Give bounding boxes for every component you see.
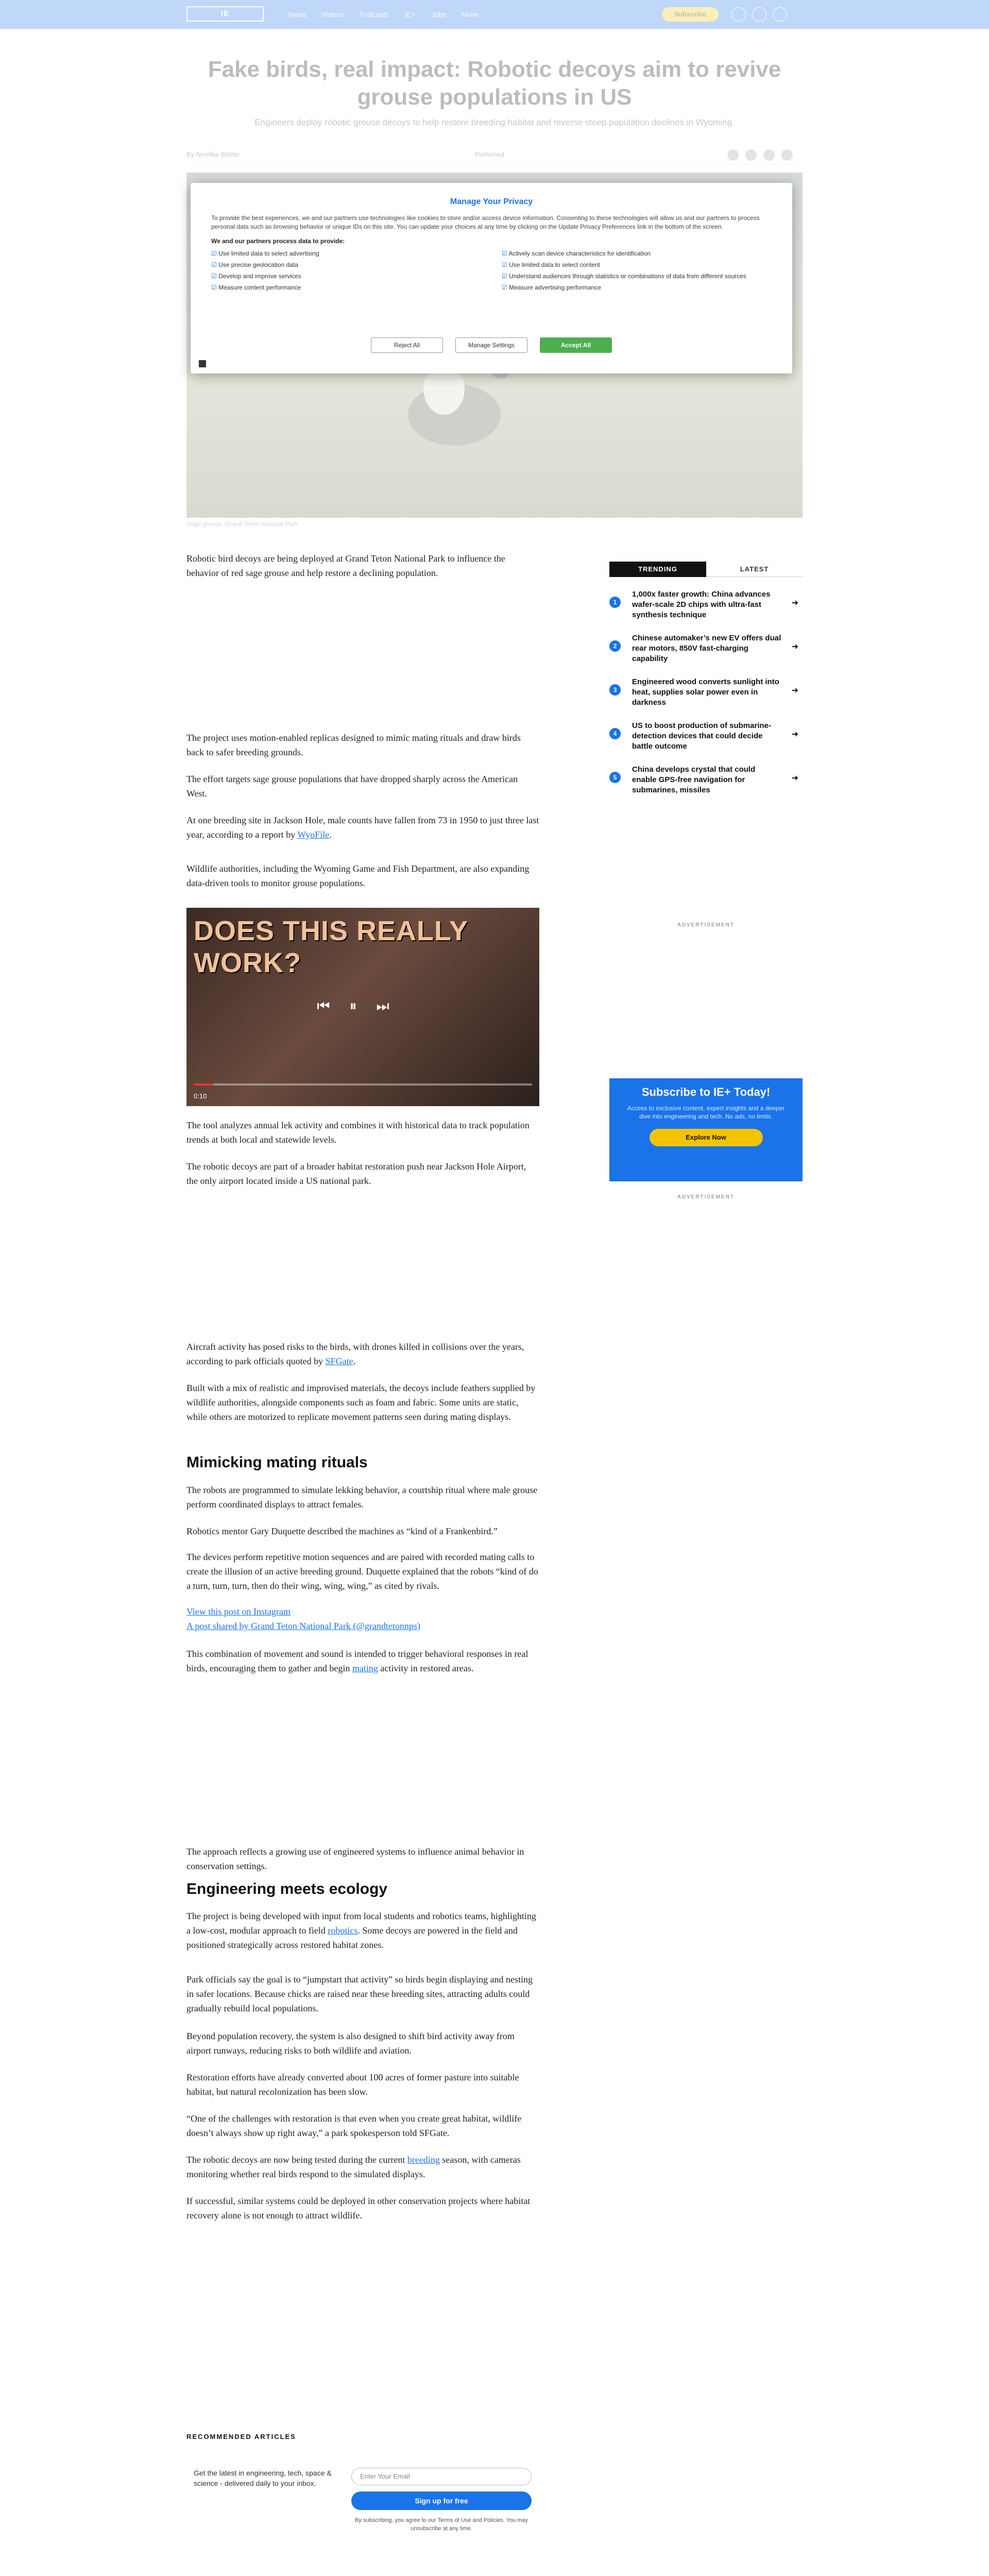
article-paragraph: [186, 1909, 539, 1952]
newsletter-signup-button[interactable]: Sign up for free: [351, 2492, 532, 2510]
trending-title[interactable]: Chinese automaker’s new EV offers dual rear motors, 850V fast-charging capability: [632, 634, 781, 663]
trending-title[interactable]: 1,000x faster growth: China advances wafer-scale 2D chips with ultra-fast synthesis technique: [632, 590, 771, 619]
privacy-purposes-label: We and our partners process data to provide:: [211, 238, 345, 245]
text-span: season, with cameras monitoring whether real birds respond to the simulated displays.: [186, 2155, 521, 2179]
text-span: Aircraft activity has posed risks to the birds, with drones killed in collisions over the years, according to park officials quoted by: [186, 1342, 524, 1366]
breeding-link[interactable]: breeding: [407, 2155, 440, 2165]
article-paragraph: Built with a mix of realistic and improvised materials, the decoys include feathers supplied by wildlife authorities, alongside components such as foam and fabric. Some units are static, while others are motorized to replicate movement patterns seen during mating displays.: [186, 1383, 536, 1422]
instagram-view-link[interactable]: View this post on Instagram: [186, 1606, 291, 1617]
trending-title[interactable]: US to boost production of submarine-detection devices that could decide battle outcome: [632, 721, 771, 751]
purpose-item[interactable]: ☑ Measure advertising performance: [502, 284, 772, 291]
text-span: The robotic decoys are now being tested during the current: [186, 2155, 407, 2165]
article-paragraph: [186, 2153, 539, 2181]
newsletter-signup: [186, 2458, 539, 2545]
purpose-item[interactable]: ☑ Understand audiences through statistics or combinations of data from different sources: [502, 273, 772, 280]
trending-rank: 5: [609, 772, 621, 783]
embedded-video[interactable]: [186, 908, 539, 1106]
video-title-overlay: DOES THIS REALLY WORK?: [194, 916, 468, 978]
article-paragraph: [186, 813, 539, 842]
purpose-item[interactable]: ☑ Measure content performance: [211, 284, 481, 291]
arrow-right-icon: ➜: [791, 686, 798, 695]
article-paragraph: Restoration efforts have already converted about 100 acres of former pasture into suitable habitat, but natural recolonization has been slow.: [186, 2072, 519, 2097]
article-paragraph: The robotic decoys are part of a broader habitat restoration push near Jackson Hole Airport, the only airport located inside a US national park.: [186, 1161, 526, 1186]
article-paragraph: “One of the challenges with restoration is that even when you create great habitat, wildlife doesn’t always show up right away,” a park spokesperson told SFGate.: [186, 2113, 522, 2138]
instagram-post-link[interactable]: A post shared by Grand Teton National Park (@grandtetonnps): [186, 1621, 420, 1631]
privacy-purposes-list: [211, 250, 772, 291]
purpose-item[interactable]: ☑ Use limited data to select content: [502, 261, 772, 268]
trending-item[interactable]: [609, 762, 803, 804]
purpose-item[interactable]: ☑ Use limited data to select advertising: [211, 250, 481, 257]
text-span: . Some decoys are powered in the field and positioned strategically across restored habitat zones.: [186, 1925, 518, 1950]
trending-item[interactable]: [609, 631, 803, 672]
arrow-right-icon: ➜: [791, 642, 798, 651]
ad-label: ADVERTISEMENT: [677, 1194, 735, 1200]
video-progress-fill: [194, 1083, 214, 1086]
reject-all-button[interactable]: Reject All: [371, 337, 443, 353]
privacy-dialog-actions: [191, 337, 792, 353]
privacy-logo-icon: [199, 360, 206, 367]
article-paragraph: Robotic bird decoys are being deployed at Grand Teton National Park to influence the behavior of red sage grouse and help restore a declining population.: [186, 553, 505, 578]
article-paragraph: Park officials say the goal is to “jumpstart that activity” so birds begin displaying and nesting in safer locations. Because chicks are raised near these breeding sites, attracting adults could gradually rebuild local populations.: [186, 1974, 533, 2013]
article-paragraph: [186, 1340, 539, 1368]
article-paragraph: The tool analyzes annual lek activity and combines it with historical data to track population trends at both local and statewide levels.: [186, 1120, 530, 1145]
article-paragraph: The effort targets sage grouse populations that have dropped sharply across the American West.: [186, 774, 518, 799]
purpose-item[interactable]: ☑ Actively scan device characteristics for identification: [502, 250, 772, 257]
sidebar-tabs: [609, 562, 803, 578]
article-paragraph: Beyond population recovery, the system is also designed to shift bird activity away from airport runways, reducing risks to both wildlife and aviation.: [186, 2031, 515, 2056]
trending-item[interactable]: [609, 587, 803, 629]
article-paragraph: The devices perform repetitive motion sequences and are paired with recorded mating calls to create the illusion of an active breeding ground. Duquette explained that the robots “kind of do a turn, turn, turn, then do their wing, wing, wing,” as cited by rivals.: [186, 1552, 538, 1591]
text-span: .: [353, 1356, 356, 1366]
wyofile-link[interactable]: WyoFile: [297, 829, 330, 840]
text-span: The project is being developed with input from local students and robotics teams, highlighting a low-cost, modular approach to field: [186, 1911, 536, 1936]
article-paragraph: If successful, similar systems could be deployed in other conservation projects where habitat recovery alone is not enough to attract wildlife.: [186, 2196, 531, 2221]
arrow-right-icon: ➜: [791, 599, 798, 607]
trending-title[interactable]: China develops crystal that could enable GPS-free navigation for submarines, missiles: [632, 765, 756, 794]
video-controls: [186, 998, 539, 1015]
trending-rank: 4: [609, 728, 621, 739]
tab-latest[interactable]: LATEST: [706, 562, 803, 577]
article-paragraph: [186, 1647, 539, 1675]
privacy-dialog: [191, 183, 792, 374]
article-paragraph: Robotics mentor Gary Duquette described the machines as “kind of a Frankenbird.”: [186, 1526, 498, 1536]
trending-rank: 1: [609, 597, 621, 608]
trending-rank: 3: [609, 684, 621, 696]
video-progress-bar[interactable]: [194, 1083, 532, 1086]
trending-item[interactable]: [609, 675, 803, 716]
robotics-link[interactable]: robotics: [328, 1925, 358, 1936]
purpose-item[interactable]: ☑ Develop and improve services: [211, 273, 481, 280]
subscribe-title: Subscribe to IE+ Today!: [641, 1086, 771, 1098]
accept-all-button[interactable]: Accept All: [540, 337, 612, 353]
newsletter-text: Get the latest in engineering, tech, space & science - delivered daily to your inbox.: [194, 2469, 332, 2487]
newsletter-email-input[interactable]: Enter Your Email: [351, 2468, 532, 2485]
article-paragraph: Wildlife authorities, including the Wyoming Game and Fish Department, are also expanding data-driven tools to monitor grouse populations.: [186, 863, 530, 888]
ieplus-subscribe-box: [609, 1078, 803, 1181]
trending-title[interactable]: Engineered wood converts sunlight into heat, supplies solar power even in darkness: [632, 677, 779, 707]
privacy-dialog-title: Manage Your Privacy: [450, 197, 533, 206]
rewind-icon[interactable]: ⏮: [317, 998, 350, 1014]
article-paragraph: The project uses motion-enabled replicas designed to mimic mating rituals and draw birds back to safer breeding grounds.: [186, 733, 521, 757]
ad-label: ADVERTISEMENT: [677, 922, 735, 928]
mating-link[interactable]: mating: [352, 1663, 378, 1673]
text-span: .: [329, 829, 332, 840]
text-span: This combination of movement and sound is intended to trigger behavioral responses in real birds, encouraging them to gather and begin: [186, 1649, 528, 1673]
forward-icon[interactable]: ⏭: [376, 998, 409, 1014]
newsletter-fine-print: By subscribing, you agree to our Terms of Use and Policies. You may unsubscribe at any time.: [354, 2517, 528, 2532]
tab-trending[interactable]: TRENDING: [609, 562, 706, 577]
explore-now-button[interactable]: Explore Now: [650, 1129, 763, 1146]
section-heading: Mimicking mating rituals: [186, 1454, 368, 1471]
subscribe-body: Access to exclusive content, expert insights and a deeper dive into engineering and tech. No ads, no limits.: [627, 1105, 785, 1120]
arrow-right-icon: ➜: [791, 774, 798, 783]
recommended-heading: RECOMMENDED ARTICLES: [186, 2433, 296, 2441]
text-span: At one breeding site in Jackson Hole, male counts have fallen from 73 in 1950 to just three last year, according to a report by: [186, 815, 539, 840]
video-time: 0:10: [194, 1092, 207, 1100]
text-span: activity in restored areas.: [378, 1663, 474, 1673]
arrow-right-icon: ➜: [791, 730, 798, 739]
article-paragraph: The approach reflects a growing use of engineered systems to influence animal behavior in conservation settings.: [186, 1846, 524, 1871]
manage-settings-button[interactable]: Manage Settings: [455, 337, 527, 353]
trending-rank: 2: [609, 640, 621, 652]
section-heading: Engineering meets ecology: [186, 1880, 388, 1897]
article-paragraph: The robots are programmed to simulate lekking behavior, a courtship ritual where male grouse perform coordinated displays to attract females.: [186, 1485, 538, 1510]
sfgate-link[interactable]: SFGate: [325, 1356, 353, 1366]
purpose-item[interactable]: ☑ Use precise geolocation data: [211, 261, 481, 268]
pause-icon[interactable]: ⏸: [349, 998, 377, 1014]
privacy-dialog-body: To provide the best experiences, we and our partners use technologies like cookies to store and/or access device information. Consenting to these technologies will allow us and our partners to process personal data such as browsing behavior or unique IDs on this site. You can update your choices at any time by clicking on the Update Privacy Preferences link in the bottom of the screen.: [211, 214, 760, 230]
trending-item[interactable]: [609, 719, 803, 760]
